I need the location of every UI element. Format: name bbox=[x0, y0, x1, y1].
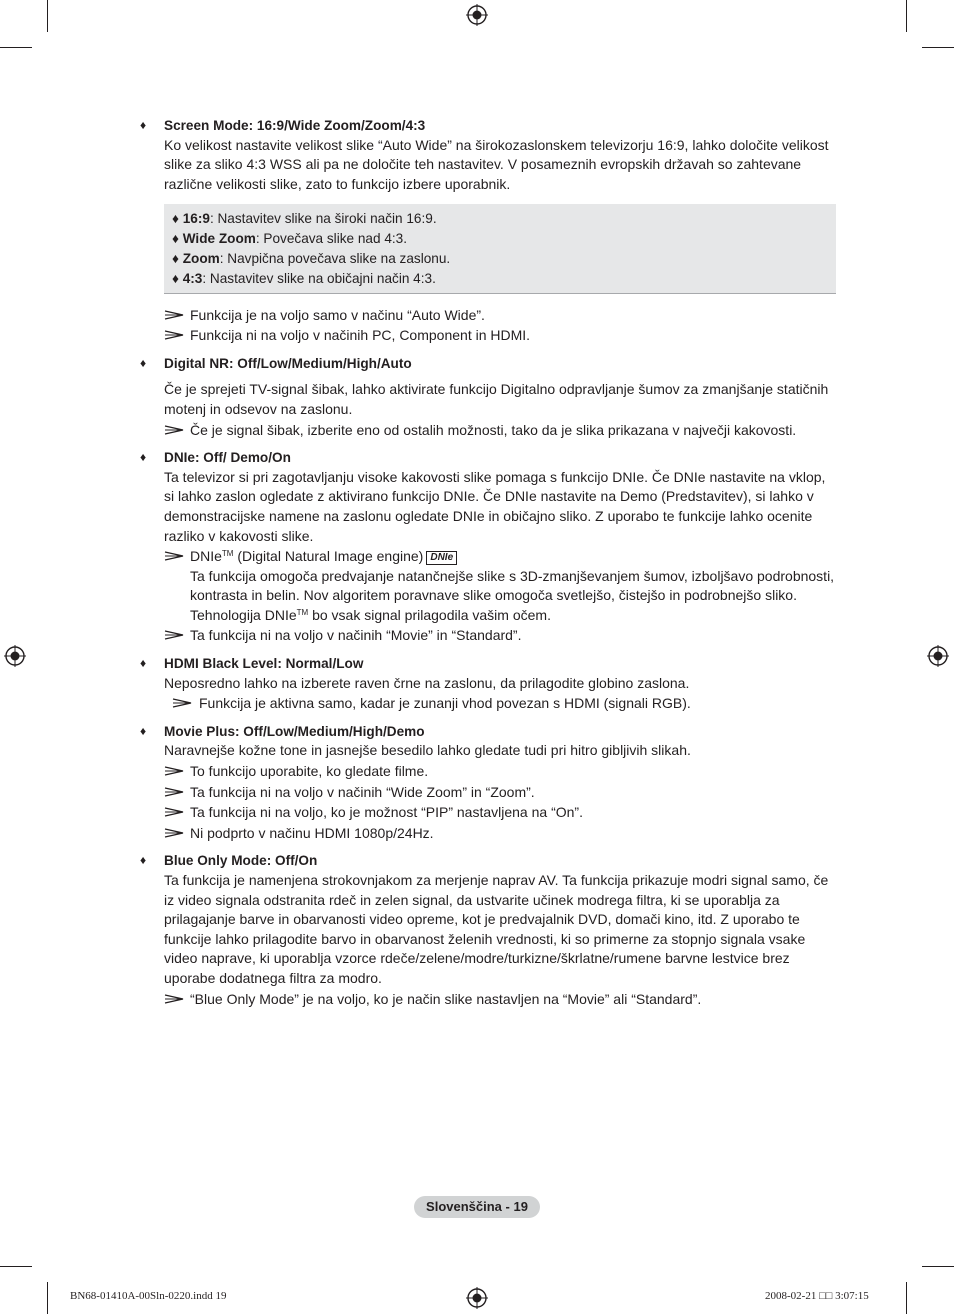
bullet-diamond-icon: ♦ bbox=[140, 656, 147, 671]
note-arrow-icon bbox=[164, 551, 184, 561]
box-item bbox=[172, 209, 828, 229]
box-item-term: Zoom bbox=[182, 250, 220, 266]
section-paragraph: Če je sprejeti TV-signal šibak, lahko aktivirate funkcijo Digitalno odpravljanje šumov za zmanjšanje statičnih motenj in odsevov na zaslonu. bbox=[164, 381, 829, 417]
box-item-term: Wide Zoom bbox=[182, 231, 256, 247]
note-arrow-icon bbox=[172, 698, 192, 708]
crop-mark bbox=[906, 0, 907, 32]
section-screen-mode bbox=[136, 116, 836, 346]
crop-mark bbox=[922, 47, 954, 48]
box-item-desc: : Nastavitev slike na široki način 16:9. bbox=[209, 211, 437, 227]
note bbox=[164, 824, 836, 844]
note bbox=[164, 803, 836, 823]
box-item-term: 16:9 bbox=[182, 211, 210, 227]
bullet-diamond-icon: ♦ bbox=[172, 211, 179, 227]
note-arrow-icon bbox=[164, 994, 184, 1004]
crop-mark bbox=[47, 0, 48, 32]
note-text: Ta funkcija ni na voljo, ko je možnost “PIP” nastavljena na “On”. bbox=[190, 804, 583, 821]
dnie-body-text: Ta funkcija omogoča predvajanje natančnejše slike s 3D-zmanjševanjem šumov, izboljšavo podrobnosti, kontrasta in belin. Nov algoritem poravnave slike omogoča svetlejšo, čistejšo in podrobnejšo sliko. Tehnologija DNIe bbox=[190, 567, 835, 623]
note-arrow-icon bbox=[164, 330, 184, 340]
section-paragraph: Ta funkcija je namenjena strokovnjakom za merjenje naprav AV. Ta funkcija prikazuje modri signal samo, če iz video signala odstranita rdeč in zelen signal, da ustvarite učinek modrega filtra, ki se uporablja za prilagajanje barve in obarvanosti video opreme, kot je predvajalnik DVD, domači kino, itd. Z uporabo te funkcije lahko prilagodite barvo in obarvanost želenih vrednosti, ki so primerne za stopnjo signala vsake video naprave, ki uporablja vzorce rdeče/zelene/modre/turkizne/škrlatne/rumene barvne lestvice brez uporabe dodatnega filtra za modro. bbox=[164, 872, 829, 986]
bullet-diamond-icon: ♦ bbox=[140, 853, 147, 868]
file-name-slug: BN68-01410A-00Sln-0220.indd 19 bbox=[70, 1290, 227, 1302]
note bbox=[164, 547, 836, 625]
note-text: “Blue Only Mode” je na voljo, ko je način slike nastavljen na “Movie” ali “Standard”. bbox=[190, 990, 702, 1007]
dnie-note-body bbox=[190, 567, 836, 626]
note bbox=[164, 306, 836, 326]
bullet-diamond-icon: ♦ bbox=[172, 250, 179, 266]
note-arrow-icon bbox=[164, 828, 184, 838]
box-item bbox=[172, 249, 828, 269]
section-hdmi-black-level bbox=[136, 654, 836, 714]
registration-mark-icon bbox=[4, 645, 26, 667]
options-box bbox=[164, 204, 836, 293]
crop-mark bbox=[0, 47, 32, 48]
bullet-diamond-icon: ♦ bbox=[172, 270, 179, 286]
section-heading: DNIe: Off/ Demo/On bbox=[164, 450, 291, 466]
section-paragraph: Ta televizor si pri zagotavljanju visoke kakovosti slike pomaga s funkcijo DNIe. Če DNIe nastavite na vklop, si lahko zaslon ogledate z aktivirano funkcijo DNIe. Če DNIe nastavite na Demo (Predstavitev), si lahko v demonstracijske namene na zaslonu ogledate DNIe in običajno sliko. Z uporabo te funkcije lahko ocenite razliko v kakovosti slike. bbox=[164, 468, 826, 544]
date-time-slug: 2008-02-21 □□ 3:07:15 bbox=[765, 1290, 869, 1302]
note-text: Ta funkcija ni na voljo v načinih “Wide Zoom” in “Zoom”. bbox=[190, 783, 535, 800]
note bbox=[164, 783, 836, 803]
note-arrow-icon bbox=[164, 807, 184, 817]
registration-mark-icon bbox=[466, 1287, 488, 1309]
page-content bbox=[136, 116, 836, 1017]
section-paragraph: Ko velikost nastavite velikost slike “Auto Wide” na širokozaslonskem televizorju 16:9, lahko določite velikost slike za sliko 4:3 WSS ali pa ne določite teh nastavitev. V posameznih evropskih državah so zahtevane različne velikosti slike, zato to funkcijo izbere uporabnik. bbox=[164, 136, 829, 192]
box-item-term: 4:3 bbox=[182, 270, 203, 286]
section-heading: HDMI Black Level: Normal/Low bbox=[164, 656, 364, 672]
section-heading: Movie Plus: Off/Low/Medium/High/Demo bbox=[164, 723, 425, 739]
bullet-diamond-icon: ♦ bbox=[140, 723, 147, 738]
bullet-diamond-icon: ♦ bbox=[140, 118, 147, 132]
section-paragraph: Neposredno lahko na izberete raven črne na zaslonu, da prilagodite globino zaslona. bbox=[164, 674, 690, 691]
note-arrow-icon bbox=[164, 630, 184, 640]
section-heading: Blue Only Mode: Off/On bbox=[164, 853, 318, 869]
registration-mark-icon bbox=[927, 645, 949, 667]
box-item-desc: : Povečava slike nad 4:3. bbox=[255, 231, 407, 247]
note-text: Če je signal šibak, izberite eno od ostalih možnosti, tako da je slika prikazana v največji kakovosti. bbox=[190, 421, 797, 438]
bullet-diamond-icon: ♦ bbox=[140, 450, 147, 465]
bullet-diamond-icon: ♦ bbox=[140, 355, 147, 370]
trademark-sup: TM bbox=[221, 549, 234, 559]
crop-mark bbox=[906, 1282, 907, 1314]
trademark-sup: TM bbox=[296, 607, 309, 617]
note-text: Ni podprto v načinu HDMI 1080p/24Hz. bbox=[190, 824, 434, 841]
section-blue-only-mode bbox=[136, 851, 836, 1009]
section-heading: Screen Mode: 16:9/Wide Zoom/Zoom/4:3 bbox=[164, 118, 426, 133]
note-arrow-icon bbox=[164, 425, 184, 435]
dnie-body-text: bo vsak signal prilagodila vašim očem. bbox=[308, 606, 551, 623]
box-item bbox=[172, 229, 828, 249]
crop-mark bbox=[922, 1266, 954, 1267]
note-arrow-icon bbox=[164, 766, 184, 776]
bullet-diamond-icon: ♦ bbox=[172, 231, 179, 247]
section-dnie bbox=[136, 448, 836, 646]
registration-mark-icon bbox=[466, 4, 488, 26]
dnie-note-title bbox=[190, 547, 836, 567]
note-text: Funkcija ni na voljo v načinih PC, Component in HDMI. bbox=[190, 327, 531, 344]
dnie-engine-text: (Digital Natural Image engine) bbox=[233, 548, 424, 565]
crop-mark bbox=[0, 1266, 32, 1267]
section-paragraph: Naravnejše kožne tone in jasnejše besedilo lahko gledate tudi pri hitro gibljivih slikah. bbox=[164, 742, 691, 759]
note bbox=[164, 762, 836, 782]
box-item bbox=[172, 269, 828, 289]
note-text: Funkcija je aktivna samo, kadar je zunanji vhod povezan s HDMI (signali RGB). bbox=[199, 695, 691, 712]
note bbox=[164, 626, 836, 646]
section-digital-nr bbox=[136, 354, 836, 440]
dnie-name: DNIe bbox=[190, 548, 222, 565]
note bbox=[164, 694, 836, 714]
dnie-logo: DNIe bbox=[426, 551, 457, 565]
section-movie-plus bbox=[136, 722, 836, 844]
box-item-desc: : Nastavitev slike na običajni način 4:3. bbox=[202, 270, 436, 286]
crop-mark bbox=[47, 1282, 48, 1314]
page-number-badge: Slovenščina - 19 bbox=[414, 1196, 540, 1218]
note-text: Funkcija je na voljo samo v načinu “Auto Wide”. bbox=[190, 306, 485, 323]
note-arrow-icon bbox=[164, 787, 184, 797]
box-item-desc: : Navpična povečava slike na zaslonu. bbox=[219, 250, 451, 266]
note-text: Ta funkcija ni na voljo v načinih “Movie” in “Standard”. bbox=[190, 627, 522, 644]
note-arrow-icon bbox=[164, 310, 184, 320]
note bbox=[164, 326, 836, 346]
section-heading: Digital NR: Off/Low/Medium/High/Auto bbox=[164, 355, 412, 371]
note-text: To funkcijo uporabite, ko gledate filme. bbox=[190, 763, 429, 780]
note bbox=[164, 990, 836, 1010]
note bbox=[164, 421, 836, 441]
